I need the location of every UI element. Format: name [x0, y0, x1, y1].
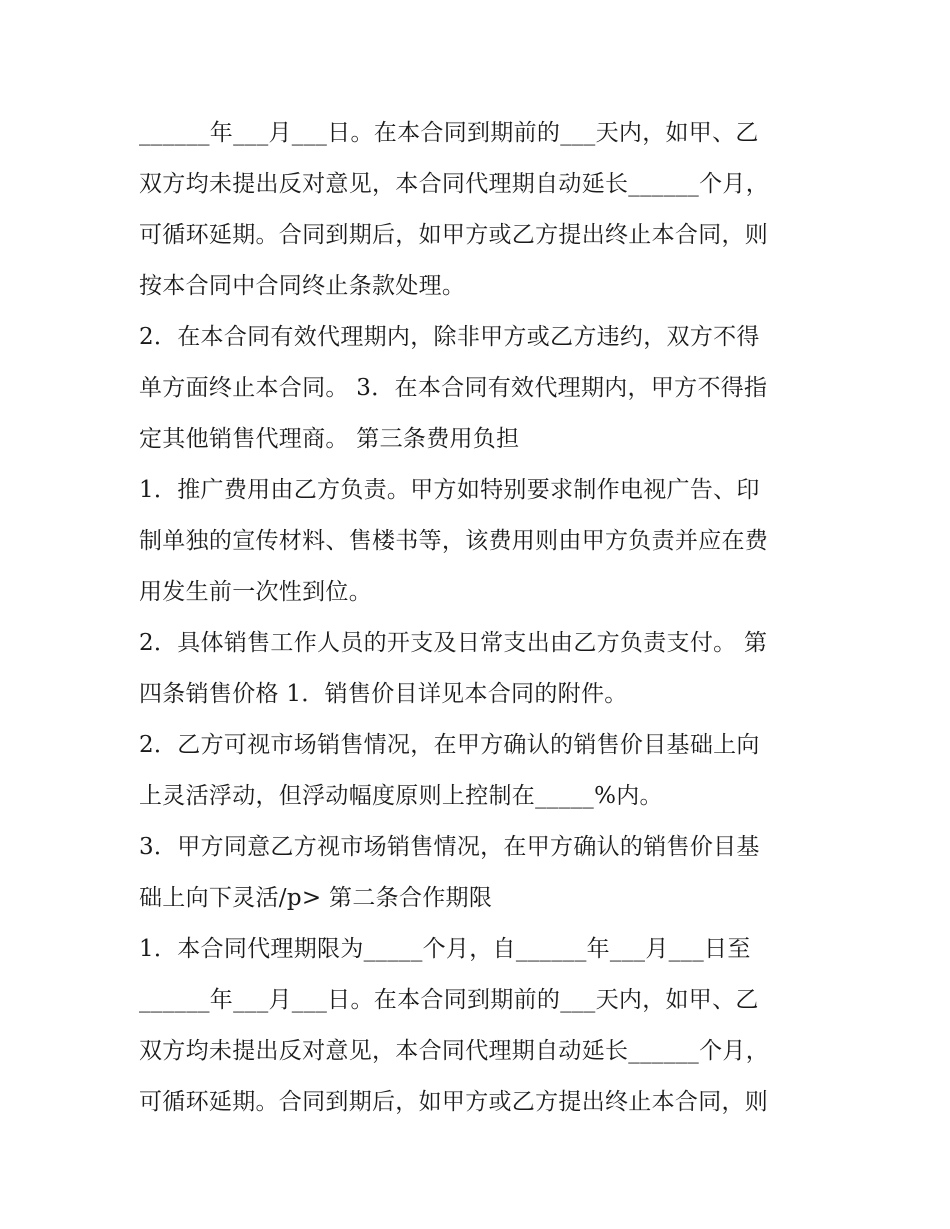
text-line: 单方面终止本合同。 3．在本合同有效代理期内，甲方不得指: [139, 375, 768, 401]
text-line: 3．甲方同意乙方视市场销售情况，在甲方确认的销售价目基: [139, 834, 760, 860]
text-line: 1．推广费用由乙方负责。甲方如特别要求制作电视广告、印: [139, 477, 760, 503]
text-line: 制单独的宣传材料、售楼书等，该费用则由甲方负责并应在费: [139, 528, 769, 554]
text-line: 上灵活浮动，但浮动幅度原则上控制在_____%内。: [139, 783, 663, 809]
text-line: 础上向下灵活/p> 第二条合作期限: [139, 885, 493, 911]
text-line: 四条销售价格 1．销售价目详见本合同的附件。: [139, 681, 628, 707]
contract-text: [139, 108, 839, 1128]
text-line: 2．在本合同有效代理期内，除非甲方或乙方违约，双方不得: [139, 324, 760, 350]
text-line: 用发生前一次性到位。: [139, 579, 372, 605]
text-line: 双方均未提出反对意见，本合同代理期自动延长______个月，: [139, 171, 769, 197]
text-line: 1．本合同代理期限为_____个月，自______年___月___日至: [139, 936, 751, 962]
text-line: 定其他销售代理商。 第三条费用负担: [139, 426, 520, 452]
text-line: ______年___月___日。在本合同到期前的___天内，如甲、乙: [139, 987, 759, 1013]
text-line: 双方均未提出反对意见，本合同代理期自动延长______个月，: [139, 1038, 769, 1064]
text-line: 可循环延期。合同到期后，如甲方或乙方提出终止本合同，则: [139, 1089, 769, 1115]
text-line: 2．具体销售工作人员的开支及日常支出由乙方负责支付。 第: [139, 630, 768, 656]
text-line: 可循环延期。合同到期后，如甲方或乙方提出终止本合同，则: [139, 222, 769, 248]
text-line: 按本合同中合同终止条款处理。: [139, 273, 466, 299]
text-line: ______年___月___日。在本合同到期前的___天内，如甲、乙: [139, 120, 759, 146]
text-line: 2．乙方可视市场销售情况，在甲方确认的销售价目基础上向: [139, 732, 760, 758]
